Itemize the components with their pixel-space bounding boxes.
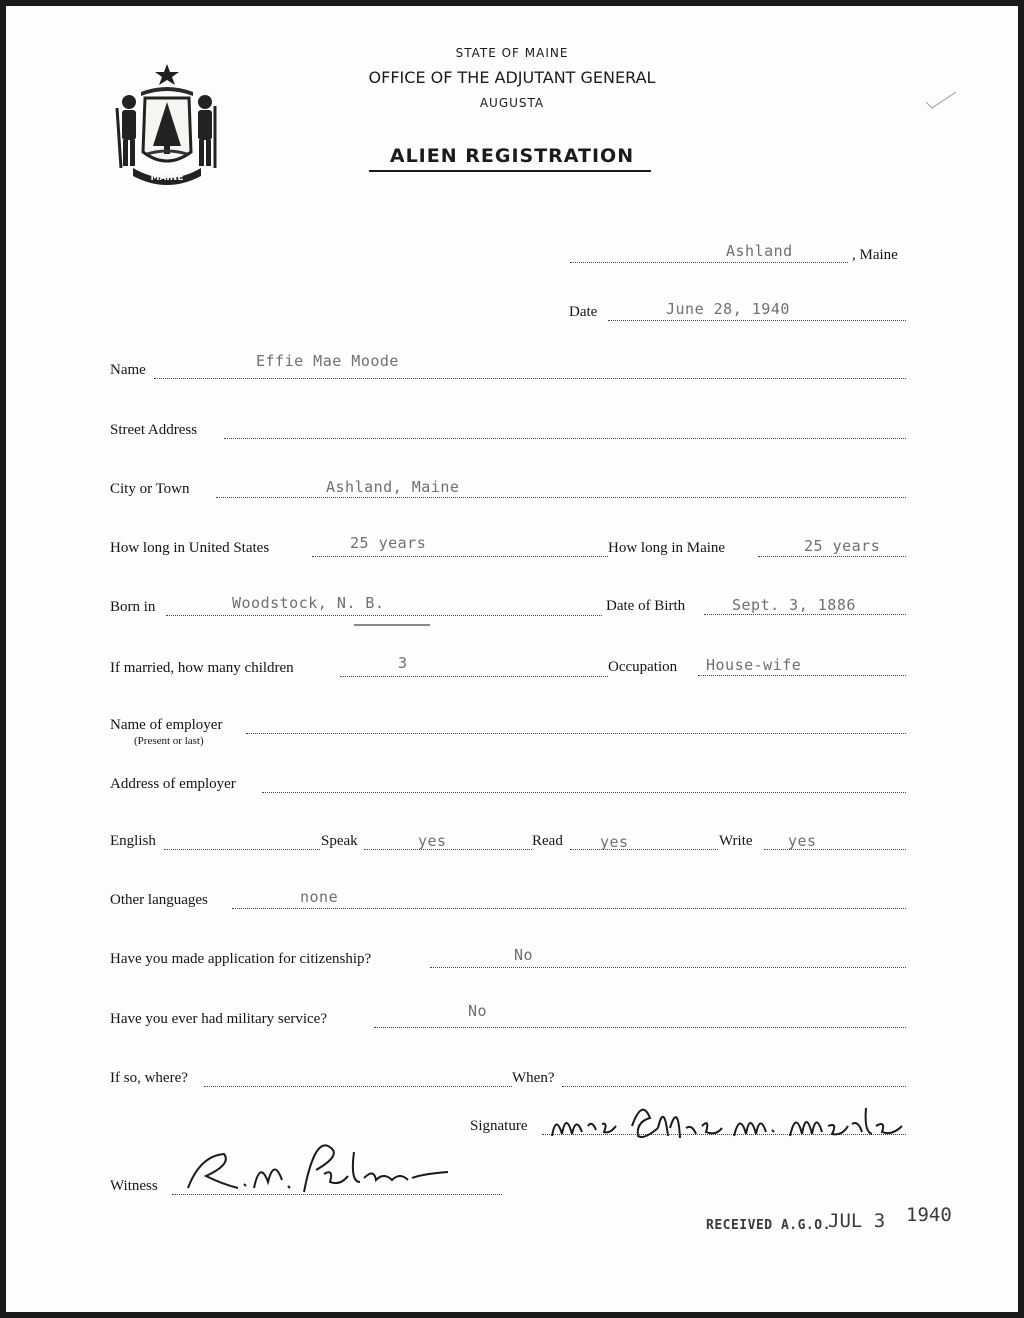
write-label: Write	[719, 833, 753, 849]
how-long-maine-value[interactable]: 25 years	[804, 537, 881, 555]
city-value[interactable]: Ashland, Maine	[326, 478, 460, 496]
military-label: Have you ever had military service?	[110, 1011, 327, 1027]
occupation-value[interactable]: House-wife	[706, 656, 802, 674]
when-label: When?	[512, 1070, 555, 1086]
date-of-birth-label: Date of Birth	[606, 598, 686, 614]
how-long-maine-label: How long in Maine	[608, 540, 726, 556]
read-value[interactable]: yes	[600, 833, 629, 851]
read-label: Read	[532, 833, 563, 849]
employer-note: (Present or last)	[134, 735, 204, 747]
children-label: If married, how many children	[110, 660, 294, 676]
signature-label: Signature	[470, 1118, 528, 1134]
seal-banner-text: MAINE	[150, 173, 184, 183]
applicant-signature	[546, 1096, 916, 1146]
military-value[interactable]: No	[468, 1002, 488, 1020]
born-in-underline-mark	[354, 624, 430, 626]
town-value[interactable]: Ashland	[726, 242, 793, 260]
write-value[interactable]: yes	[788, 832, 817, 850]
form-title: ALIEN REGISTRATION	[389, 145, 635, 167]
witness-signature	[178, 1132, 458, 1202]
employer-address-label: Address of employer	[110, 776, 236, 792]
born-in-label: Born in	[110, 599, 156, 615]
other-languages-value[interactable]: none	[300, 888, 339, 906]
witness-label: Witness	[110, 1178, 158, 1194]
how-long-us-label: How long in United States	[110, 540, 270, 556]
witness-signature-text: R. W. Palmer	[178, 1132, 184, 1133]
born-in-value[interactable]: Woodstock, N. B.	[232, 594, 385, 612]
english-label: English	[110, 833, 156, 849]
how-long-us-value[interactable]: 25 years	[350, 534, 427, 552]
received-stamp-date: JUL 3	[828, 1210, 886, 1232]
street-address-label: Street Address	[110, 422, 198, 438]
received-stamp-year: 1940	[906, 1204, 952, 1226]
registration-form	[6, 6, 1018, 1312]
date-label: Date	[569, 304, 598, 320]
date-value[interactable]: June 28, 1940	[666, 300, 790, 318]
signature-text: Mrs Effie M. Moode	[546, 1096, 555, 1097]
city-label: City or Town	[110, 481, 190, 497]
occupation-label: Occupation	[608, 659, 678, 675]
employer-label: Name of employer	[110, 717, 223, 733]
name-value[interactable]: Effie Mae Moode	[256, 352, 399, 370]
received-stamp: RECEIVED A.G.O.	[706, 1218, 831, 1233]
speak-value[interactable]: yes	[418, 832, 447, 850]
header-state: STATE OF MAINE	[455, 46, 569, 60]
header-office: OFFICE OF THE ADJUTANT GENERAL	[368, 68, 656, 87]
children-value[interactable]: 3	[398, 654, 408, 672]
citizenship-label: Have you made application for citizenship?	[110, 951, 372, 967]
check-mark-icon	[924, 90, 958, 112]
speak-label: Speak	[321, 833, 358, 849]
date-of-birth-value[interactable]: Sept. 3, 1886	[732, 596, 856, 614]
other-languages-label: Other languages	[110, 892, 208, 908]
header-city: AUGUSTA	[479, 96, 545, 110]
if-so-where-label: If so, where?	[110, 1070, 188, 1086]
name-label: Name	[110, 362, 146, 378]
citizenship-value[interactable]: No	[514, 946, 534, 964]
title-underline	[369, 170, 651, 172]
state-suffix-label: , Maine	[852, 247, 898, 263]
